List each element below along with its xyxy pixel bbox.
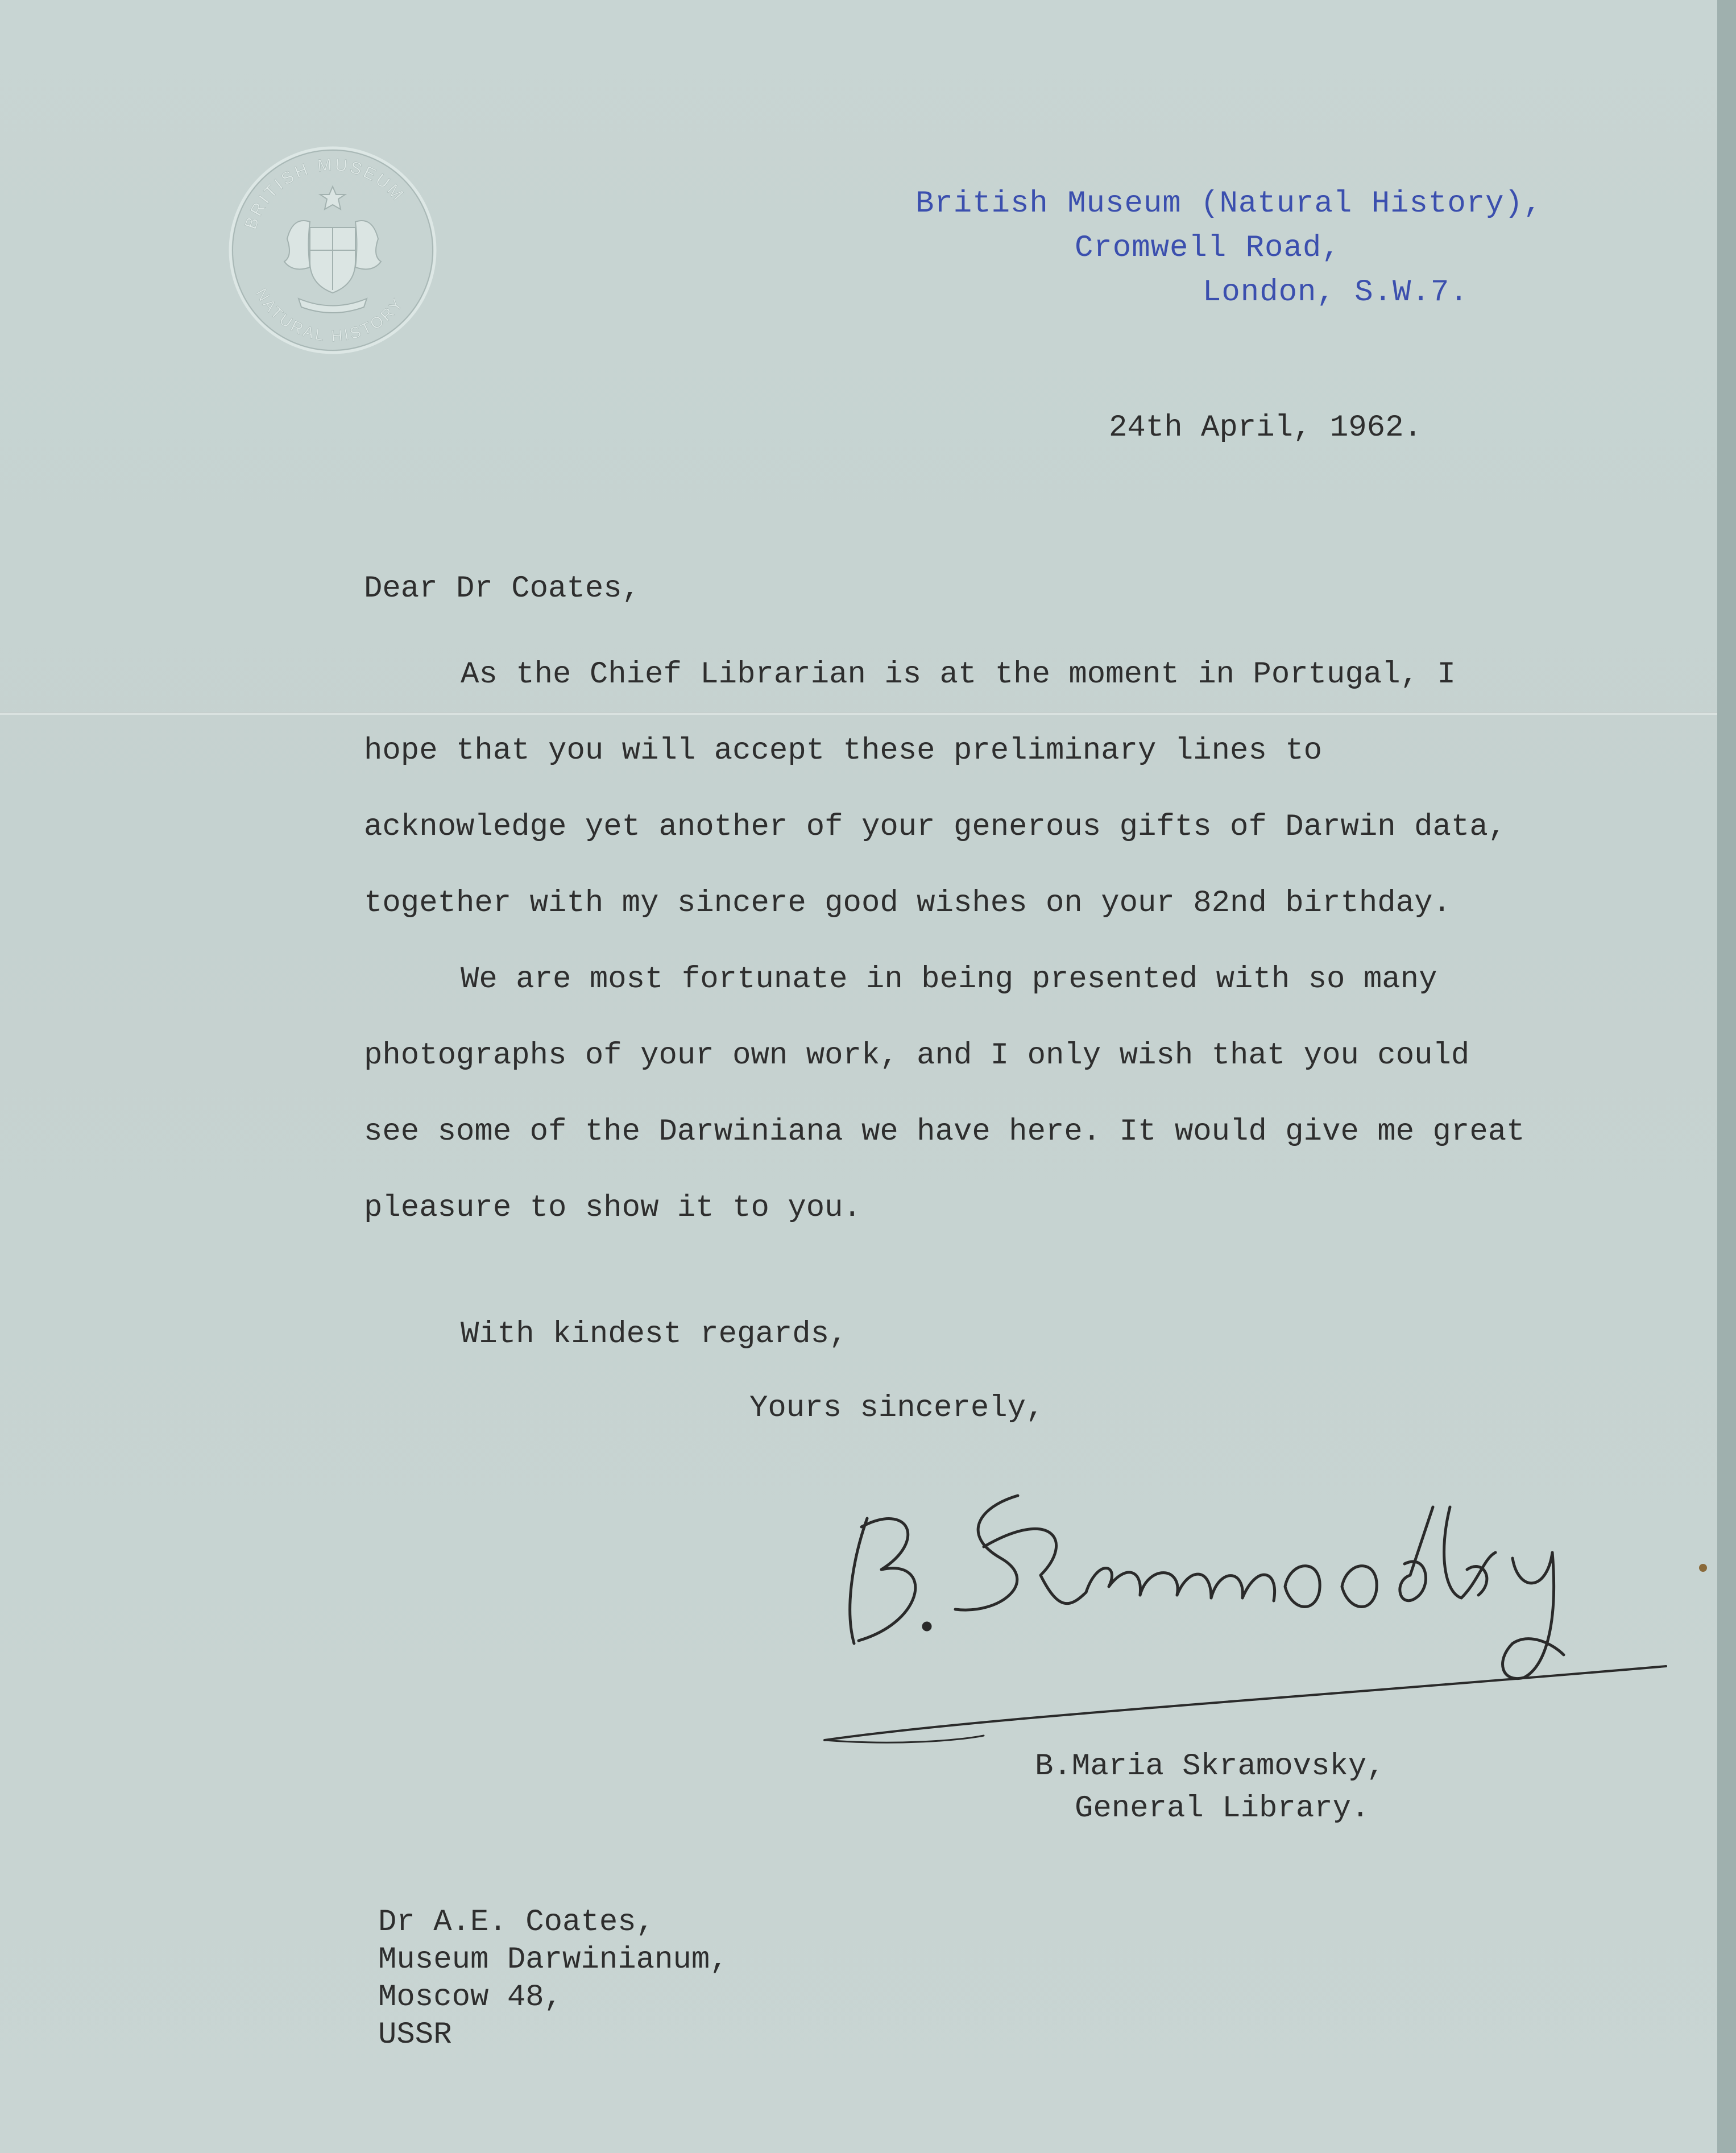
letter-date: 24th April, 1962. [1109, 411, 1422, 445]
signer-name: B.Maria Skramovsky, [1035, 1749, 1385, 1784]
svg-text:NATURAL HISTORY: NATURAL HISTORY [252, 285, 408, 345]
address-line: Museum Darwinianum, [378, 1943, 728, 1977]
signer-department: General Library. [1075, 1791, 1370, 1826]
embossed-seal-icon [225, 142, 441, 358]
letterhead-street: Cromwell Road, [1075, 231, 1341, 266]
handwritten-signature-icon [813, 1473, 1677, 1769]
body-paragraph: We are most fortunate in being presented with so many photographs of your own work, and I only wish that you could see some of the Darwiniana we have here. It would give me great pleasure to show it to you. [364, 962, 1525, 1225]
address-line: Moscow 48, [378, 1980, 563, 2015]
signer-block [1035, 1746, 1385, 1830]
closing-line: With kindest regards, [461, 1317, 848, 1352]
address-line: USSR [378, 2018, 452, 2052]
letterhead-city: London, S.W.7. [1203, 275, 1469, 310]
valediction: Yours sincerely, [749, 1391, 1045, 1426]
recipient-address [378, 1904, 728, 2054]
body-paragraph: As the Chief Librarian is at the moment in Portugal, I hope that you will accept these preliminary lines to acknowledge yet another of your generous gifts of Darwin data, together with my sincere good wishes on your 82nd birthday. [364, 657, 1507, 921]
svg-text:BRITISH MUSEUM: BRITISH MUSEUM [241, 155, 408, 232]
paper-speck [1699, 1564, 1707, 1572]
address-line: Dr A.E. Coates, [378, 1905, 655, 1940]
letter-body [364, 637, 1535, 1247]
letterhead [915, 182, 1542, 315]
salutation: Dear Dr Coates, [364, 572, 641, 606]
letterhead-institution: British Museum (Natural History), [915, 187, 1543, 221]
paper-edge [1717, 0, 1736, 2153]
